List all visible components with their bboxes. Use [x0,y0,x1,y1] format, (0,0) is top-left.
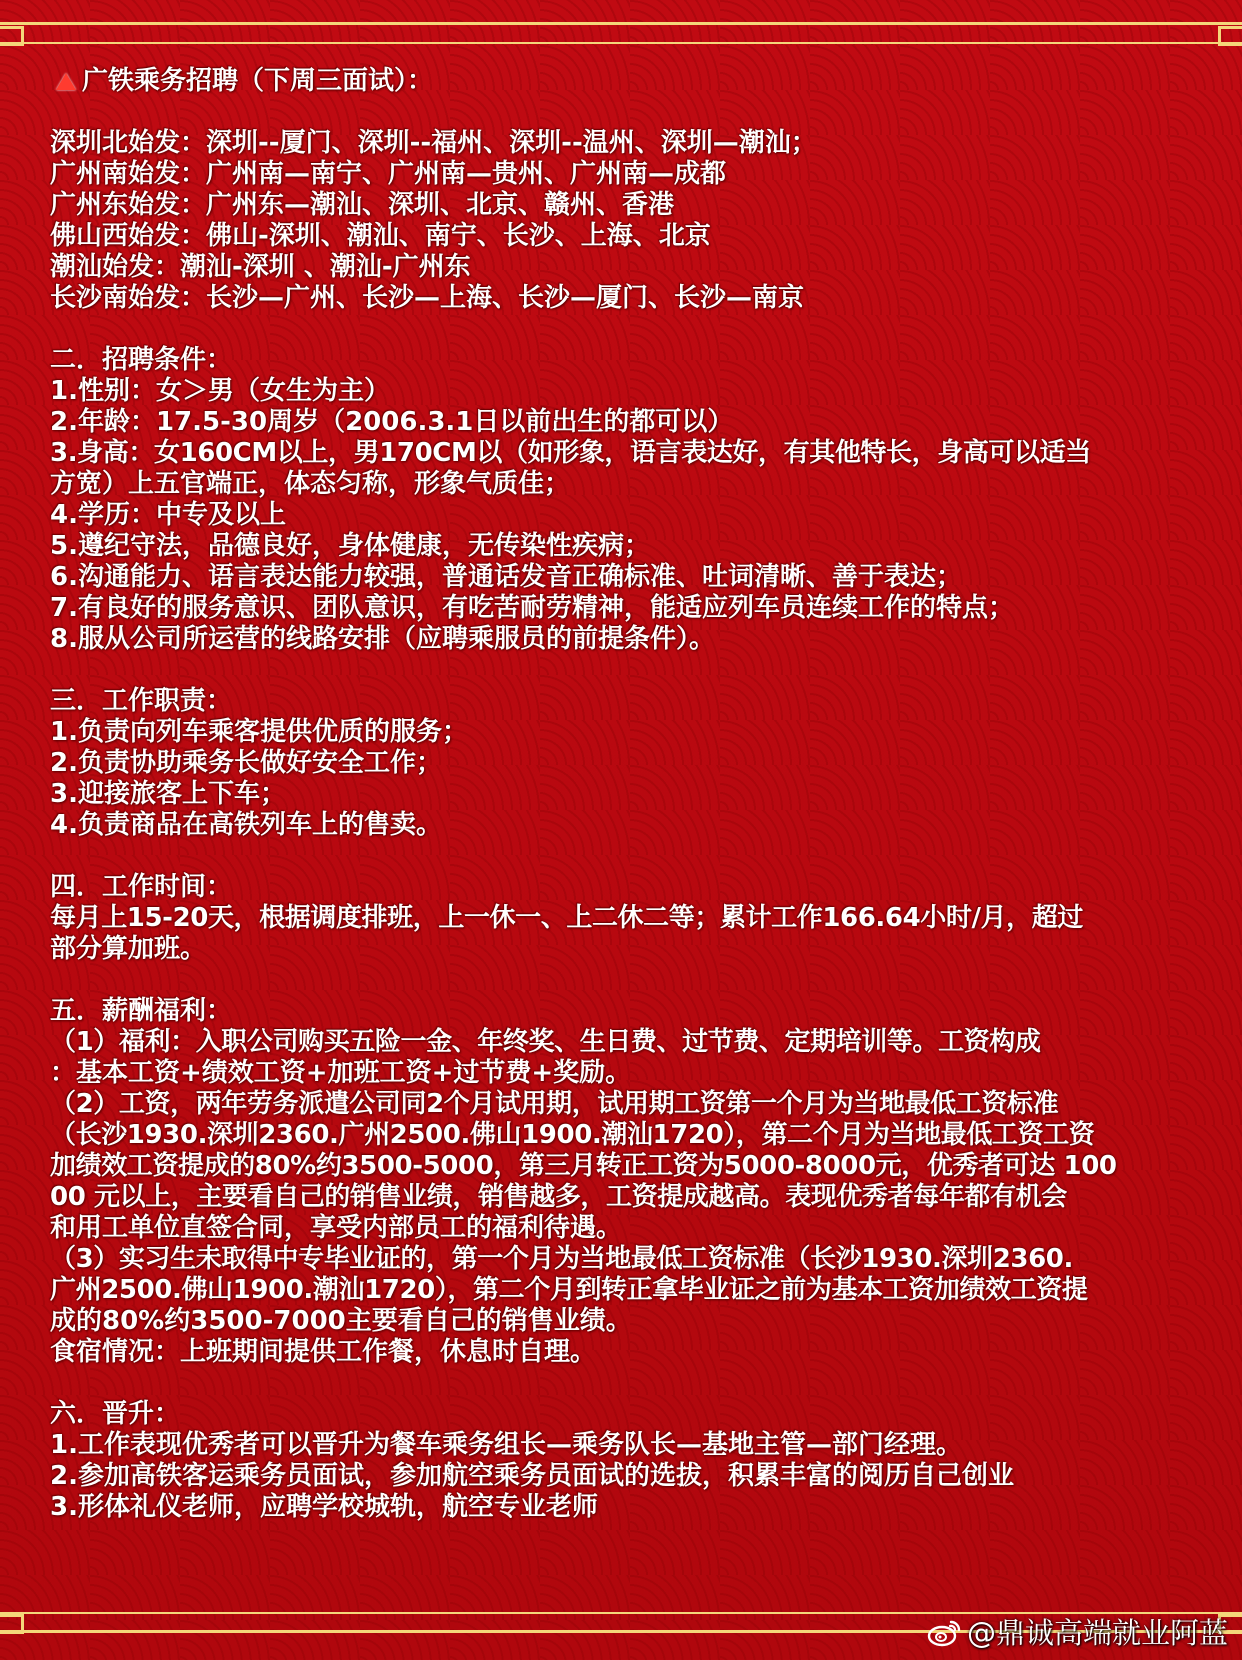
duty-line: 3.迎接旅客上下车； [50,779,286,809]
route-line: 潮汕始发：潮汕-深圳 、潮汕-广州东 [50,252,471,282]
duty-line: 1.负责向列车乘客提供优质的服务； [50,717,468,747]
spacer [50,1368,1200,1399]
notice-title: 广铁乘务招聘（下周三面试）： [82,66,434,96]
route-line: 深圳北始发：深圳--厦门、深圳--福州、深圳--温州、深圳—潮汕； [50,128,817,158]
route-line: 广州东始发：广州东—潮汕、深圳、北京、赣州、香港 [50,190,675,220]
notice-header [50,66,1200,97]
section-heading: 六．晋升： [50,1399,181,1429]
top-right-corner-ornament [1218,26,1242,46]
section-heading: 五．薪酬福利： [50,996,233,1026]
duty-line: 2.负责协助乘务长做好安全工作； [50,748,442,778]
top-left-corner-ornament [0,26,24,46]
salary-line: （3）实习生未取得中专毕业证的，第一个月为当地最低工资标准（长沙1930.深圳2360. [50,1244,1073,1274]
weibo-icon [927,1617,963,1647]
salary-line: （1）福利：入职公司购买五险一金、年终奖、生日费、过节费、定期培训等。工资构成 [50,1027,1041,1057]
salary-line: 和用工单位直签合同，享受内部员工的福利待遇。 [50,1213,623,1243]
section-heading: 二．招聘条件： [50,345,233,375]
recruitment-notice [50,66,1200,1523]
salary-line: 00 元以上，主要看自己的销售业绩，销售越多，工资提成越高。表现优秀者每年都有机会 [50,1182,1067,1212]
top-border-line-inner [0,42,1242,44]
promotion-line: 3.形体礼仪老师，应聘学校城轨，航空专业老师 [50,1492,598,1522]
promotion-section [50,1399,1200,1523]
condition-line: 5.遵纪守法，品德良好，身体健康，无传染性疾病； [50,531,650,561]
warning-triangle-icon [56,73,76,90]
route-line: 长沙南始发：长沙—广州、长沙—上海、长沙—厦门、长沙—南京 [50,283,805,313]
spacer [50,655,1200,686]
condition-line: 7.有良好的服务意识、团队意识，有吃苦耐劳精神，能适应列车员连续工作的特点； [50,593,1014,623]
salary-line: 成的80%约3500-7000主要看自己的销售业绩。 [50,1306,632,1336]
salary-line: （2）工资，两年劳务派遣公司同2个月试用期，试用期工资第一个月为当地最低工资标准 [50,1089,1059,1119]
spacer [50,841,1200,872]
hours-line: 每月上15-20天，根据调度排班，上一休一、上二休二等；累计工作166.64小时/月，超过 [50,903,1083,933]
salary-line: 广州2500.佛山1900.潮汕1720），第二个月到转正拿毕业证之前为基本工资加绩效工资提 [50,1275,1088,1305]
duties-section [50,686,1200,841]
weibo-watermark [927,1611,1228,1652]
conditions-section [50,345,1200,655]
routes-section [50,128,1200,314]
duty-line: 4.负责商品在高铁列车上的售卖。 [50,810,442,840]
hours-section [50,872,1200,965]
spacer [50,965,1200,996]
spacer [50,314,1200,345]
route-line: 佛山西始发：佛山-深圳、潮汕、南宁、长沙、上海、北京 [50,221,711,251]
section-heading: 四．工作时间： [50,872,233,902]
condition-line: 3.身高：女160CM以上，男170CM以（如形象，语言表达好，有其他特长，身高可以适当 [50,438,1091,468]
section-heading: 三．工作职责： [50,686,233,716]
spacer [50,97,1200,128]
salary-line: ：基本工资+绩效工资+加班工资+过节费+奖励。 [50,1058,632,1088]
bottom-left-corner-ornament [0,1614,24,1634]
condition-line: 4.学历：中专及以上 [50,500,286,530]
top-border-line [0,22,1242,25]
condition-line: 6.沟通能力、语言表达能力较强，普通话发音正确标准、吐词清晰、善于表达； [50,562,962,592]
promotion-line: 1.工作表现优秀者可以晋升为餐车乘务组长—乘务队长—基地主管—部门经理。 [50,1430,962,1460]
salary-line: （长沙1930.深圳2360.广州2500.佛山1900.潮汕1720），第二个月为当地最低工资工资 [50,1120,1095,1150]
condition-line: 1.性别：女＞男（女生为主） [50,376,390,406]
condition-line: 2.年龄：17.5-30周岁（2006.3.1日以前出生的都可以） [50,407,734,437]
watermark-text: @鼎诚高端就业阿蓝 [966,1616,1228,1650]
salary-section [50,996,1200,1368]
hours-line: 部分算加班。 [50,934,207,964]
salary-line: 食宿情况：上班期间提供工作餐，休息时自理。 [50,1337,597,1367]
condition-line: 8.服从公司所运营的线路安排（应聘乘服员的前提条件）。 [50,624,715,654]
condition-line: 方宽）上五官端正，体态匀称，形象气质佳； [50,469,571,499]
promotion-line: 2.参加高铁客运乘务员面试，参加航空乘务员面试的选拔，积累丰富的阅历自己创业 [50,1461,1014,1491]
salary-line: 加绩效工资提成的80%约3500-5000，第三月转正工资为5000-8000元，优秀者可达 100 [50,1151,1117,1181]
route-line: 广州南始发：广州南—南宁、广州南—贵州、广州南—成都 [50,159,727,189]
